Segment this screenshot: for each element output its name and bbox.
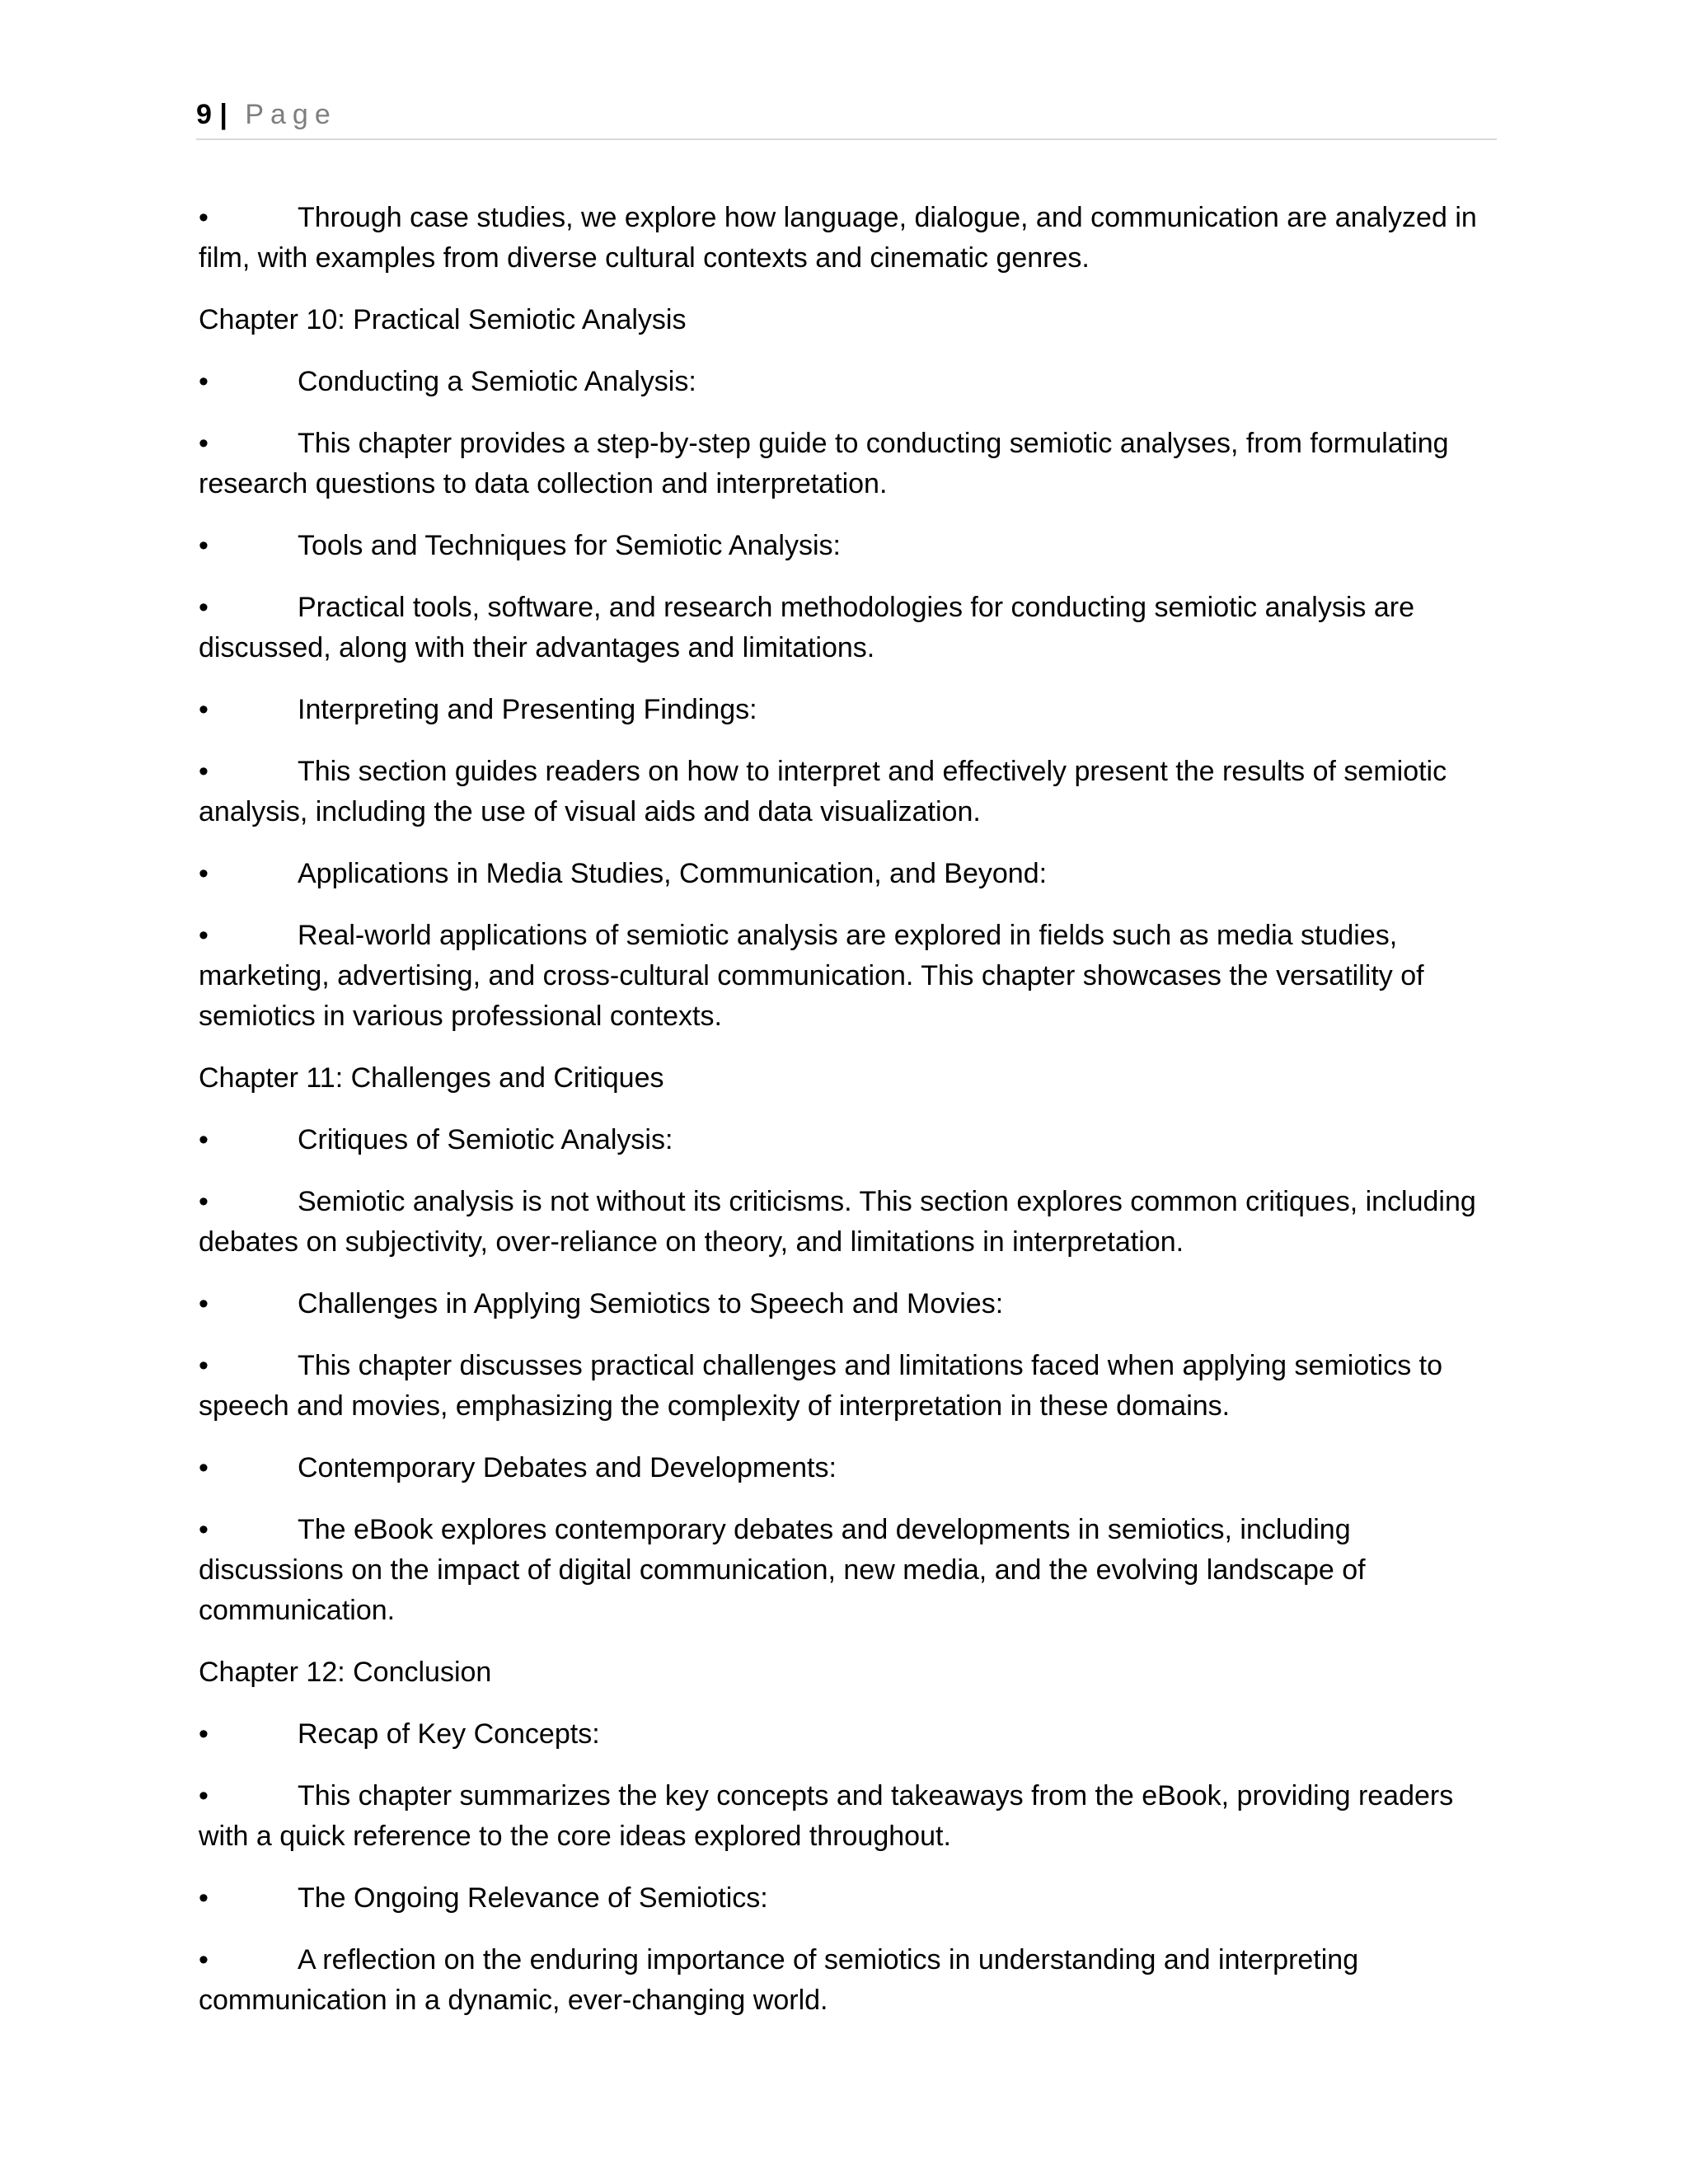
bullet-mark: • [199,1350,209,1381]
bullet-paragraph [199,198,1497,279]
paragraph-text: This section guides readers on how to interpret and effectively present the results of semiotic analysis, including the use of visual aids and data visualization. [199,756,1447,827]
bullet-mark: • [199,1186,209,1217]
bullet-paragraph [199,1510,1497,1631]
header-separator: | [219,99,227,130]
chapter-heading [199,1652,1497,1693]
bullet-mark: • [199,858,209,889]
paragraph-text: The Ongoing Relevance of Semiotics: [298,1882,768,1914]
paragraph-text: This chapter summarizes the key concepts and takeaways from the eBook, providing readers with a quick reference to the core ideas explored throughout. [199,1780,1454,1852]
paragraph-text: Critiques of Semiotic Analysis: [298,1124,673,1155]
chapter-heading [199,1058,1497,1099]
paragraph-text: Conducting a Semiotic Analysis: [298,366,696,397]
bullet-paragraph [199,1714,1497,1755]
bullet-paragraph [199,1284,1497,1324]
bullet-paragraph [199,424,1497,504]
bullet-paragraph [199,1448,1497,1488]
paragraph-text: The eBook explores contemporary debates and developments in semiotics, including discussions on the impact of digital communication, new media, and the evolving landscape of communication. [199,1514,1366,1626]
bullet-paragraph [199,588,1497,668]
chapter-heading-text: Chapter 11: Challenges and Critiques [199,1062,664,1094]
bullet-mark: • [199,366,209,397]
bullet-paragraph [199,1878,1497,1919]
bullet-mark: • [199,1780,209,1811]
paragraph-text: Contemporary Debates and Developments: [298,1452,837,1483]
chapter-heading-text: Chapter 12: Conclusion [199,1657,492,1688]
bullet-mark: • [199,530,209,561]
paragraph-text: Through case studies, we explore how language, dialogue, and communication are analyzed in film, with examples from diverse cultural contexts and cinematic genres. [199,202,1477,274]
bullet-mark: • [199,1944,209,1975]
paragraph-text: Applications in Media Studies, Communication, and Beyond: [298,858,1048,889]
bullet-paragraph [199,854,1497,894]
bullet-mark: • [199,920,209,951]
bullet-mark: • [199,756,209,787]
paragraph-text: Tools and Techniques for Semiotic Analysis: [298,530,841,561]
chapter-heading-text: Chapter 10: Practical Semiotic Analysis [199,304,687,335]
paragraph-text: Recap of Key Concepts: [298,1718,600,1750]
bullet-paragraph [199,362,1497,402]
bullet-mark: • [199,1514,209,1545]
bullet-mark: • [199,1718,209,1750]
page-header-line [196,97,1497,132]
bullet-mark: • [199,1882,209,1914]
bullet-paragraph [199,1940,1497,2021]
bullet-paragraph [199,690,1497,730]
bullet-paragraph [199,526,1497,566]
bullet-paragraph [199,1182,1497,1263]
page-header [196,97,1497,140]
page-label: Page [245,99,337,130]
bullet-mark: • [199,1452,209,1483]
bullet-paragraph [199,1120,1497,1160]
paragraph-text: This chapter provides a step-by-step guide to conducting semiotic analyses, from formulating research questions to data collection and interpretation. [199,428,1449,499]
paragraph-text: Real-world applications of semiotic analysis are explored in fields such as media studies, marketing, advertising, and cross-cultural communication. This chapter showcases the versatility of semiotics in various professional contexts. [199,920,1424,1032]
bullet-paragraph [199,916,1497,1037]
bullet-mark: • [199,202,209,233]
chapter-heading [199,300,1497,340]
bullet-mark: • [199,1124,209,1155]
bullet-mark: • [199,1288,209,1319]
page-number: 9 [196,99,212,130]
bullet-paragraph [199,1776,1497,1857]
paragraph-text: Practical tools, software, and research methodologies for conducting semiotic analysis are discussed, along with their advantages and limitations. [199,592,1415,663]
paragraph-text: Semiotic analysis is not without its criticisms. This section explores common critiques, including debates on subjectivity, over-reliance on theory, and limitations in interpretation. [199,1186,1476,1258]
paragraph-text: This chapter discusses practical challenges and limitations faced when applying semiotics to speech and movies, emphasizing the complexity of interpretation in these domains. [199,1350,1443,1422]
document-body [199,198,1497,2042]
bullet-paragraph [199,752,1497,832]
bullet-paragraph [199,1346,1497,1427]
paragraph-text: Challenges in Applying Semiotics to Speech and Movies: [298,1288,1004,1319]
bullet-mark: • [199,694,209,725]
bullet-mark: • [199,428,209,459]
paragraph-text: A reflection on the enduring importance of semiotics in understanding and interpreting communication in a dynamic, ever-changing world. [199,1944,1359,2016]
bullet-mark: • [199,592,209,623]
paragraph-text: Interpreting and Presenting Findings: [298,694,757,725]
